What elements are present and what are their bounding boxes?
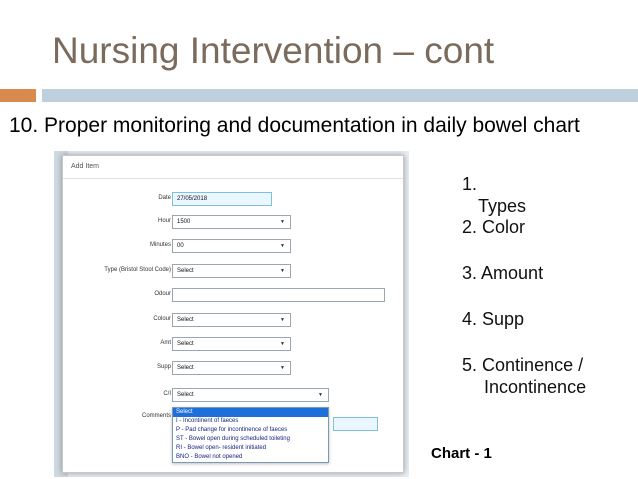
accent-bar-orange bbox=[0, 89, 36, 102]
ci-option-bowel-not-opened[interactable]: BNO - Bowel not opened bbox=[176, 454, 243, 460]
criteria-item-4 bbox=[462, 308, 632, 330]
criteria-num: 3. bbox=[462, 263, 478, 283]
ci-dropdown-list bbox=[172, 407, 329, 463]
add-item-dialog bbox=[62, 155, 404, 473]
point-10 bbox=[9, 112, 627, 139]
criteria-text: Continence / Incontinence bbox=[482, 355, 587, 397]
amt-value: Select bbox=[177, 341, 194, 347]
colour-row bbox=[63, 313, 403, 329]
minutes-value: 00 bbox=[177, 243, 184, 249]
supp-select[interactable] bbox=[172, 361, 291, 375]
comments-label: Comments bbox=[141, 413, 171, 419]
criteria-text: Supp bbox=[482, 309, 525, 329]
criteria-item-2 bbox=[462, 216, 632, 238]
accent-bar-blue bbox=[42, 89, 638, 102]
ci-value: Select bbox=[177, 392, 194, 398]
criteria-num: 1. bbox=[462, 174, 478, 194]
ci-select[interactable] bbox=[172, 388, 329, 402]
type-value: Select bbox=[177, 268, 194, 274]
comments-input[interactable] bbox=[333, 417, 378, 431]
date-field[interactable] bbox=[172, 192, 272, 206]
caret-down-icon: ▼ bbox=[280, 268, 285, 274]
supp-row bbox=[63, 361, 403, 377]
odour-row bbox=[63, 288, 403, 304]
ci-label: C/I bbox=[163, 391, 171, 397]
caret-down-icon: ▼ bbox=[280, 317, 285, 323]
odour-label: Odour bbox=[154, 291, 171, 297]
ci-row bbox=[63, 388, 403, 404]
colour-select[interactable] bbox=[172, 313, 291, 327]
chart-label: Chart - 1 bbox=[431, 445, 492, 462]
hour-value: 1500 bbox=[177, 219, 191, 225]
hour-row bbox=[63, 215, 403, 231]
criteria-item-3 bbox=[462, 262, 632, 284]
minutes-row bbox=[63, 239, 403, 255]
supp-value: Select bbox=[177, 365, 194, 371]
caret-down-icon: ▼ bbox=[280, 341, 285, 347]
criteria-item-1 bbox=[462, 173, 632, 217]
slide-title: Nursing Intervention – cont bbox=[52, 30, 495, 71]
bowel-chart-screenshot bbox=[54, 151, 409, 477]
ci-option-pad-change[interactable]: P - Pad change for incontinence of faeces bbox=[176, 427, 288, 433]
caret-down-icon: ▼ bbox=[318, 392, 323, 398]
supp-label: Supp bbox=[156, 364, 171, 370]
ci-option-select[interactable]: Select bbox=[173, 408, 328, 417]
criteria-num: 4. bbox=[462, 309, 478, 329]
type-label: Type (Bristol Stool Code) bbox=[104, 267, 171, 273]
caret-down-icon: ▼ bbox=[280, 243, 285, 249]
criteria-text: Color bbox=[482, 217, 526, 237]
caret-down-icon: ▼ bbox=[280, 219, 285, 225]
colour-label: Colour bbox=[153, 316, 171, 322]
hour-label: Hour bbox=[157, 218, 171, 224]
criteria-item-5 bbox=[462, 354, 634, 398]
hour-select[interactable] bbox=[172, 215, 291, 229]
ci-option-incontinent[interactable]: I - Incontinent of faeces bbox=[176, 418, 239, 424]
type-row bbox=[63, 264, 403, 280]
date-label: Date bbox=[158, 195, 171, 201]
type-select[interactable] bbox=[172, 264, 291, 278]
date-row bbox=[63, 192, 403, 208]
point-10-text: 10. Proper monitoring and documentation in daily bowel chart bbox=[9, 114, 580, 137]
colour-value: Select bbox=[177, 317, 194, 323]
criteria-text: Types bbox=[478, 196, 527, 216]
ci-option-resident-initiated[interactable]: RI - Bowel open- resident initiated bbox=[176, 445, 267, 451]
minutes-label: Minutes bbox=[149, 242, 171, 248]
criteria-num: 2. bbox=[462, 217, 478, 237]
odour-input[interactable] bbox=[172, 288, 385, 302]
dialog-title: Add Item bbox=[63, 156, 403, 179]
criteria-text: Amount bbox=[481, 263, 544, 283]
amt-label: Amt bbox=[160, 340, 171, 346]
ci-option-scheduled-toileting[interactable]: ST - Bowel open during scheduled toileting bbox=[176, 436, 290, 442]
minutes-select[interactable] bbox=[172, 239, 291, 253]
date-value: 27/05/2018 bbox=[177, 196, 208, 202]
criteria-num: 5. bbox=[462, 355, 478, 375]
amt-select[interactable] bbox=[172, 337, 291, 351]
amt-row bbox=[63, 337, 403, 353]
caret-down-icon: ▼ bbox=[280, 365, 285, 371]
